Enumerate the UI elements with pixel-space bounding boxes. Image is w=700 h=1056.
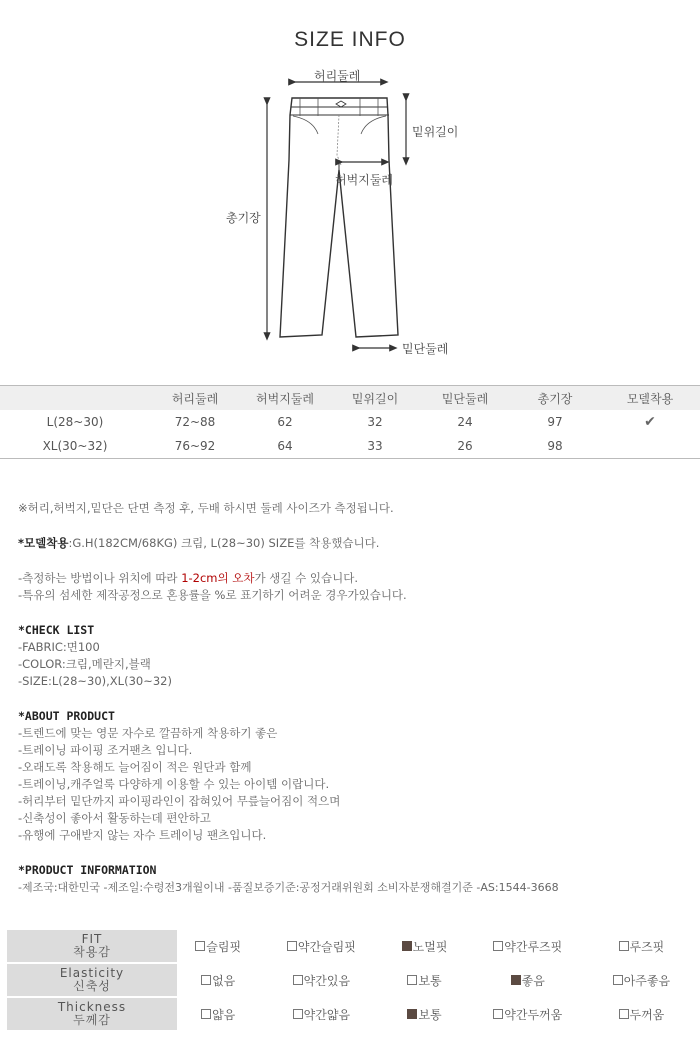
attributes-table <box>7 930 693 1032</box>
option-label: 없음 <box>212 973 236 988</box>
elasticity-option <box>383 963 465 997</box>
option-label: 약간있음 <box>303 973 351 988</box>
option-label: 보통 <box>418 973 442 988</box>
elasticity-option <box>177 963 259 997</box>
list-item: -FABRIC:면100 <box>18 640 100 654</box>
elasticity-row <box>7 963 693 997</box>
option-label: 슬림핏 <box>206 939 242 954</box>
option-label: 아주좋음 <box>623 973 671 988</box>
header-cell: 밑단둘레 <box>420 386 510 411</box>
fit-option <box>466 930 590 963</box>
error-highlight: 1-2cm의 오차 <box>181 571 255 585</box>
hem-cell: 26 <box>420 434 510 459</box>
thickness-option <box>259 997 383 1031</box>
option-label: 두꺼움 <box>629 1007 665 1022</box>
checkbox-icon <box>293 1009 303 1019</box>
model-text: :G.H(182CM/68KG) 크림, L(28~30) SIZE를 착용했습니다. <box>68 536 380 550</box>
option-label: 좋음 <box>521 973 545 988</box>
fit-row <box>7 930 693 963</box>
option-label: 루즈핏 <box>629 939 665 954</box>
checkbox-icon <box>201 975 211 985</box>
error-text: -측정하는 방법이나 위치에 따라 <box>18 571 182 585</box>
fit-option <box>383 930 465 963</box>
length-cell: 97 <box>547 415 563 429</box>
checkbox-icon <box>619 1009 629 1019</box>
thickness-option <box>466 997 590 1031</box>
size-cell: L(28~30) <box>46 415 104 429</box>
checkbox-checked-icon <box>407 1009 417 1019</box>
option-label: 보통 <box>418 1007 442 1022</box>
thigh-cell: 64 <box>240 434 330 459</box>
list-item: -COLOR:크림,메란지,블랙 <box>18 657 151 671</box>
list-item: -오래도록 착용해도 늘어짐이 적은 원단과 함께 <box>18 760 252 774</box>
checkbox-checked-icon <box>402 941 412 951</box>
label-en: Elasticity <box>59 966 125 980</box>
table-row <box>0 434 700 459</box>
rise-label: 밑위길이 <box>412 125 459 139</box>
rise-cell: 32 <box>367 415 383 429</box>
thickness-option <box>177 997 259 1031</box>
option-label: 약간루즈핏 <box>504 939 563 954</box>
option-label: 약간두꺼움 <box>504 1007 563 1022</box>
hem-cell: 24 <box>457 415 473 429</box>
header-cell: 총기장 <box>510 386 600 411</box>
elasticity-option <box>590 963 693 997</box>
model-note <box>18 535 688 552</box>
product-info-heading: *PRODUCT INFORMATION <box>18 863 157 877</box>
list-item: -트렌드에 맞는 영문 자수로 깔끔하게 착용하기 좋은 <box>18 726 278 740</box>
list-item: -유행에 구애받지 않는 자수 트레이닝 팬츠입니다. <box>18 828 267 842</box>
label-ko: 두께감 <box>73 1013 111 1027</box>
header-cell: 허리둘레 <box>150 386 240 411</box>
fit-option <box>259 930 383 963</box>
thigh-label: 허벅지둘레 <box>335 173 393 187</box>
option-label: 약간슬림핏 <box>297 939 356 954</box>
product-info-text: -제조국:대한민국 -제조일:수령전3개월이내 -품질보증기준:공정거래위원회 소비자분쟁해결기준 -AS:1544-3668 <box>18 881 559 894</box>
waist-cell: 72~88 <box>174 415 216 429</box>
page-title: SIZE INFO <box>294 28 406 51</box>
list-item: -신축성이 좋아서 활동하는데 편안하고 <box>18 811 211 825</box>
checkbox-checked-icon <box>511 975 521 985</box>
table-row <box>0 410 700 434</box>
header-cell: 밑위길이 <box>330 386 420 411</box>
list-item: -트레이닝 파이핑 조거팬츠 입니다. <box>18 743 193 757</box>
thickness-row <box>7 997 693 1031</box>
label-ko: 착용감 <box>73 945 111 959</box>
product-notes <box>18 500 688 896</box>
checkbox-icon <box>201 1009 211 1019</box>
header-cell: 모델착용 <box>600 386 700 411</box>
model-cell <box>600 434 700 459</box>
header-cell <box>0 386 150 411</box>
label-ko: 신축성 <box>73 979 111 993</box>
size-table-header <box>0 386 700 411</box>
check-list-heading: *CHECK LIST <box>18 623 95 637</box>
checkbox-icon <box>493 941 503 951</box>
fit-option <box>590 930 693 963</box>
option-label: 약간얇음 <box>303 1007 351 1022</box>
model-check-icon: ✔ <box>644 414 656 430</box>
fit-label <box>7 930 177 963</box>
checkbox-icon <box>619 941 629 951</box>
header-cell: 허벅지둘레 <box>240 386 330 411</box>
checkbox-icon <box>293 975 303 985</box>
checkbox-icon <box>195 941 205 951</box>
length-label: 총기장 <box>226 211 261 225</box>
size-table <box>0 385 700 459</box>
waist-label: 허리둘레 <box>314 69 361 83</box>
option-label: 노멀핏 <box>412 939 448 954</box>
thickness-option <box>590 997 693 1031</box>
list-item: -허리부터 밑단까지 파이핑라인이 잡혀있어 무릎늘어짐이 적으며 <box>18 794 341 808</box>
pants-illustration <box>0 60 700 370</box>
checkbox-icon <box>613 975 623 985</box>
hem-label: 밑단둘레 <box>402 342 449 356</box>
waist-cell: 76~92 <box>150 434 240 459</box>
pants-size-diagram <box>0 60 700 370</box>
option-label: 얇음 <box>212 1007 236 1022</box>
elasticity-label <box>7 963 177 997</box>
error-text-end: 가 생길 수 있습니다. <box>254 571 358 585</box>
model-label: *모델착용 <box>18 536 69 550</box>
thickness-label <box>7 997 177 1031</box>
length-cell: 98 <box>510 434 600 459</box>
label-en: FIT <box>81 932 103 946</box>
checkbox-icon <box>407 975 417 985</box>
list-item: -SIZE:L(28~30),XL(30~32) <box>18 674 172 688</box>
checkbox-icon <box>287 941 297 951</box>
list-item: -트레이닝,캐주얼룩 다양하게 이용할 수 있는 아이템 이랍니다. <box>18 777 330 791</box>
thigh-cell: 62 <box>277 415 293 429</box>
label-en: Thickness <box>57 1000 127 1014</box>
elasticity-option <box>259 963 383 997</box>
measure-note: ※허리,허벅지,밑단은 단면 측정 후, 두배 하시면 둘레 사이즈가 측정됩니다. <box>18 501 394 515</box>
thickness-option <box>383 997 465 1031</box>
about-product-heading: *ABOUT PRODUCT <box>18 709 115 723</box>
blend-note: -특유의 섬세한 제작공정으로 혼용률을 %로 표기하기 어려운 경우가있습니다. <box>18 588 407 602</box>
size-cell: XL(30~32) <box>0 434 150 459</box>
fit-option <box>177 930 259 963</box>
checkbox-icon <box>493 1009 503 1019</box>
elasticity-option <box>466 963 590 997</box>
rise-cell: 33 <box>330 434 420 459</box>
error-note <box>18 570 688 587</box>
